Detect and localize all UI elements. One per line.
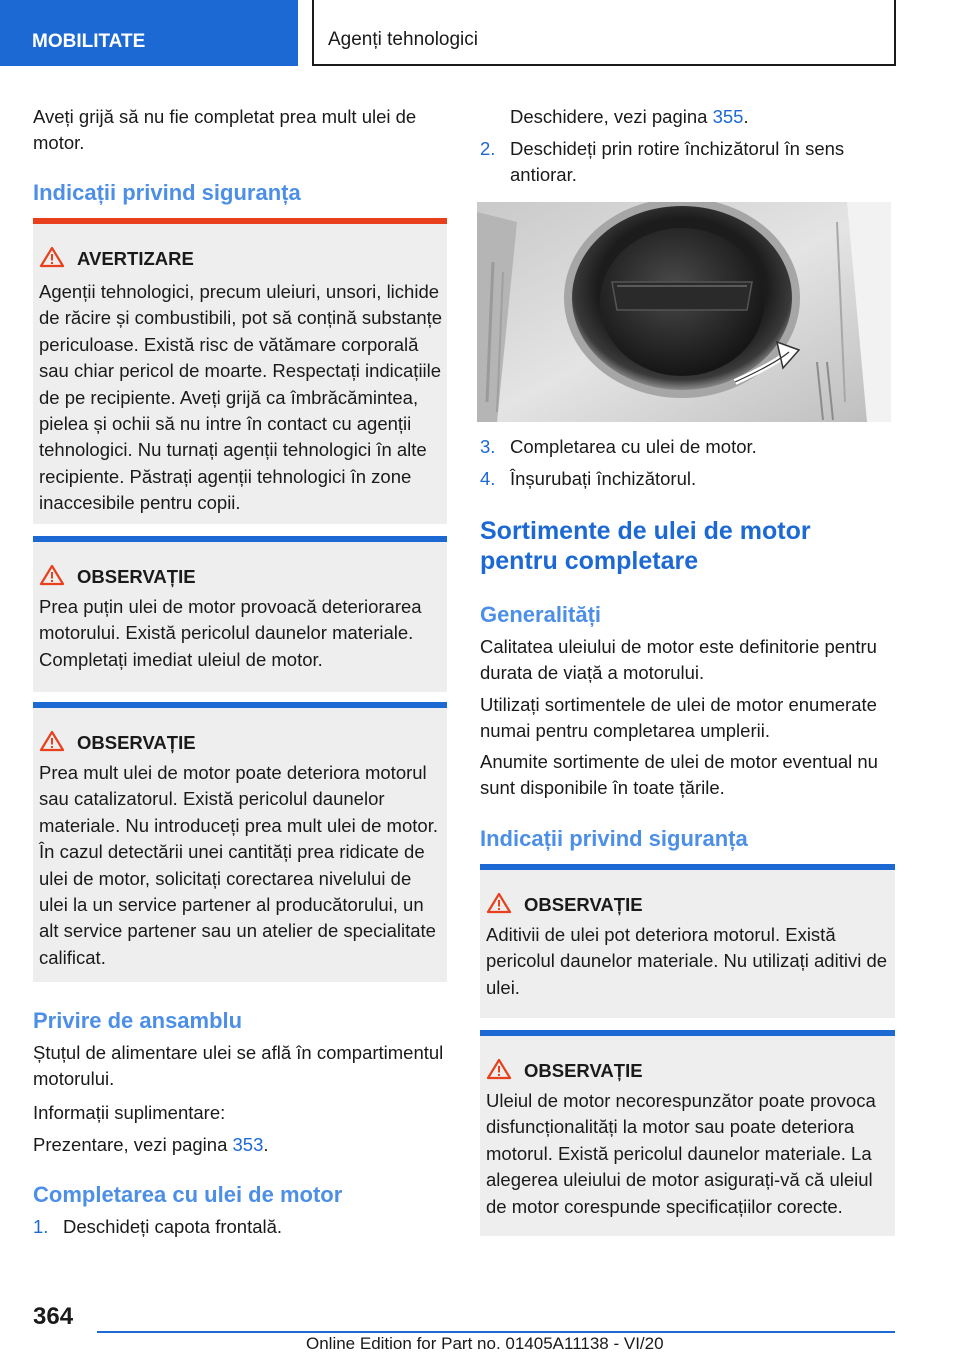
- general-paragraph-3: Anumite sortimente de ulei de motor eventual nu sunt disponibile în toate țările.: [480, 751, 878, 798]
- warning-text: Agenții tehnologici, precum uleiuri, unsori, lichide de răcire și combustibili, pot să conțină substanțe periculoase. Există risc de vătămare corporală sau chiar pericol de moarte. Respectați indicațiile de pe recipiente. Aveți grijă ca îmbrăcămintea, pielea și ochii să nu intre în contact cu agenții tehnologici. Nu turnați agenții tehnologici în alte recipiente. Păstrați agenții tehnologici în zone inaccesibile pentru copii.: [39, 281, 443, 514]
- page-link-355[interactable]: 355: [712, 106, 744, 127]
- more-info-label: Informații suplimentare:: [33, 1102, 226, 1123]
- note-title: OBSERVAȚIE: [77, 566, 196, 587]
- note-title: OBSERVAȚIE: [77, 732, 196, 753]
- note-box-4: [480, 1030, 895, 1236]
- section-tab: MOBILITATE: [0, 0, 298, 66]
- oil-sorts-heading: Sortimente de ulei de motor pentru completare: [480, 517, 811, 575]
- general-paragraph-1: Calitatea uleiului de motor este definitorie pentru durata de viață a motorului.: [480, 636, 877, 683]
- general-heading: Generalități: [480, 602, 602, 627]
- note-box-1: [33, 536, 447, 692]
- page-number: 364: [33, 1303, 74, 1330]
- warning-triangle-icon: [39, 246, 65, 268]
- step-number: 3.: [480, 436, 496, 457]
- step-number: 2.: [480, 138, 496, 159]
- step-text: Înșurubați închizătorul.: [510, 468, 697, 489]
- note-text: Prea puțin ulei de motor provoacă deteriorarea motorului. Există pericolul daunelor materiale. Completați imediat uleiul de motor.: [39, 596, 422, 670]
- step-text: Completarea cu ulei de motor.: [510, 436, 757, 457]
- continued-suffix: .: [743, 106, 749, 127]
- note-bar: [33, 536, 447, 542]
- note-title: OBSERVAȚIE: [524, 894, 643, 915]
- continued-reference: [510, 104, 900, 130]
- warning-triangle-icon: [486, 892, 512, 914]
- edition-label: Online Edition for Part no. 01405A11138 - VI/20: [306, 1334, 664, 1353]
- note-text: Uleiul de motor necorespunzător poate provoca disfuncționalități la motor sau poate deteriora motorul. Există pericolul daunelor materiale. La alegerea uleiului de motor asigurați-vă că uleiul de motor corespunde specificațiilor corecte.: [486, 1090, 876, 1217]
- note-bar: [480, 864, 895, 870]
- warning-box: [33, 218, 447, 524]
- presentation-suffix: .: [263, 1134, 269, 1155]
- note-box-2: [33, 702, 447, 982]
- general-paragraph-2: Utilizați sortimentele de ulei de motor enumerate numai pentru completarea umplerii.: [480, 694, 877, 741]
- warning-title: AVERTIZARE: [77, 248, 194, 269]
- step-text: Deschideți capota frontală.: [63, 1216, 283, 1237]
- note-text: Prea mult ulei de motor poate deteriora motorul sau catalizatorul. Există pericolul daunelor materiale. Nu introduceți prea mult ulei de motor. În cazul detectării unei cantități prea ridicate de ulei de motor, solicitați corectarea nivelului de ulei la un service partener al producătorului, un alt service partener sau un atelier de specialitate calificat.: [39, 762, 438, 968]
- oil-cap-illustration: [477, 202, 891, 422]
- warning-triangle-icon: [39, 730, 65, 752]
- note-title: OBSERVAȚIE: [524, 1060, 643, 1081]
- overview-heading: Privire de ansamblu: [33, 1008, 243, 1033]
- page-link-353[interactable]: 353: [232, 1134, 264, 1155]
- presentation-prefix: Prezentare, vezi pagina: [33, 1134, 233, 1155]
- step-number: 4.: [480, 468, 496, 489]
- note-bar: [480, 1030, 895, 1036]
- step-text: Deschideți prin rotire închizătorul în sens antiorar.: [510, 138, 845, 185]
- safety-heading-right: Indicații privind siguranța: [480, 826, 748, 851]
- note-text: Aditivii de ulei pot deteriora motorul. Există pericolul daunelor materiale. Nu utilizați aditivi de ulei.: [486, 924, 888, 998]
- warning-triangle-icon: [486, 1058, 512, 1080]
- warning-triangle-icon: [39, 564, 65, 586]
- presentation-reference: [33, 1132, 447, 1158]
- note-bar: [33, 702, 447, 708]
- overview-paragraph: Ștuțul de alimentare ulei se află în compartimentul motorului.: [33, 1042, 444, 1089]
- chapter-title: Agenți tehnologici: [312, 0, 896, 66]
- note-box-3: [480, 864, 895, 1018]
- oil-cap-drawing: [477, 202, 891, 422]
- fill-heading: Completarea cu ulei de motor: [33, 1182, 343, 1207]
- step-number: 1.: [33, 1216, 49, 1237]
- safety-heading: Indicații privind siguranța: [33, 180, 301, 205]
- continued-prefix: Deschidere, vezi pagina: [510, 106, 713, 127]
- warning-bar: [33, 218, 447, 224]
- footer-divider: [97, 1331, 895, 1333]
- intro-paragraph: Aveți grijă să nu fie completat prea mult ulei de motor.: [33, 106, 417, 153]
